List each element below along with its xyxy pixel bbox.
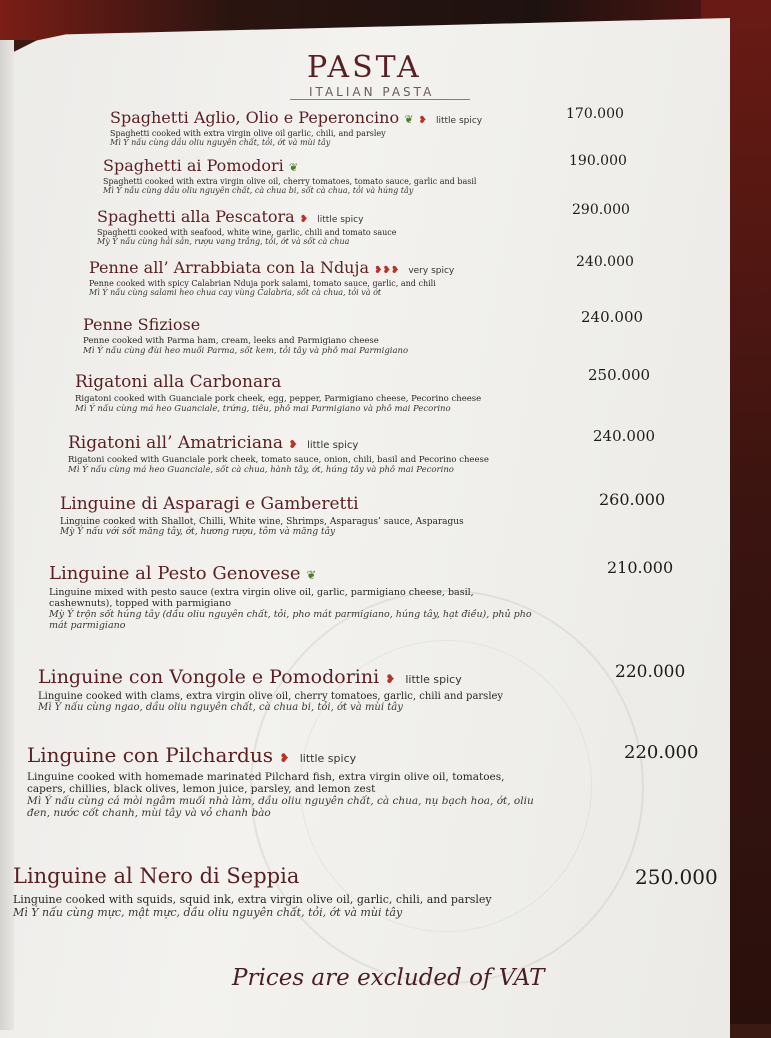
dish-price: 240.000 <box>576 254 634 270</box>
chili-icon: ❥ <box>299 214 309 225</box>
dish-description-vn-line2: mát parmigiano <box>49 620 126 631</box>
menu-item <box>49 563 532 631</box>
menu-item <box>89 258 454 297</box>
menu-item <box>38 666 503 713</box>
dish-description: Penne cooked with spicy Calabrian Nduja pork salami, tomato sauce, garlic, and chili <box>89 279 436 288</box>
dish-description: Spaghetti cooked with extra virgin olive oil, cherry tomatoes, tomato sauce, garlic and basil <box>103 177 477 186</box>
dish-description: Linguine cooked with Shallot, Chilli, White wine, Shrimps, Asparagus’ sauce, Asparagus <box>60 517 464 527</box>
spice-tag: little spicy <box>317 215 364 225</box>
dish-price: 240.000 <box>581 308 644 326</box>
menu-item <box>75 372 481 414</box>
dish-name: Linguine con Pilchardus <box>27 743 273 767</box>
dish-description: Penne cooked with Parma ham, cream, leeks and Parmigiano cheese <box>83 336 379 346</box>
dish-description-line2: capers, chillies, black olives, lemon juice, parsley, and lemon zest <box>27 783 376 795</box>
leaf-icon: ❦ <box>306 568 317 582</box>
dish-description-vn: Mì Ý nấu cùng dầu oliu nguyên chất, cà chua bi, sốt cà chua, tỏi và húng tây <box>103 186 414 195</box>
dish-price: 170.000 <box>566 106 624 122</box>
dish-description-vn: Mỳ Ý trộn sốt húng tây (dầu oliu nguyên chất, tỏi, pho mát parmigiano, húng tây, hạt điều), phủ pho <box>49 609 532 620</box>
dish-description-vn: Mì Ý nấu cùng dầu oliu nguyên chất, tỏi, ớt và mùi tây <box>110 138 331 147</box>
dish-description-vn-line2: đen, nước cốt chanh, mùi tây và vỏ chanh bào <box>27 807 271 819</box>
dish-description-line2: cashewnuts), topped with parmigiano <box>49 598 231 609</box>
dish-name: Penne all’ Arrabbiata con la Nduja <box>89 258 369 277</box>
title-divider <box>290 99 470 100</box>
dish-name: Linguine di Asparagi e Gamberetti <box>60 494 359 514</box>
dish-price: 220.000 <box>615 662 686 682</box>
menu-item <box>110 108 482 147</box>
spice-tag: little spicy <box>299 752 357 765</box>
dish-description-vn: Mì Ý nấu cùng mực, mật mực, dầu oliu nguyên chất, tỏi, ớt và mùi tây <box>13 906 403 919</box>
menu-fold <box>0 40 14 1030</box>
dish-description: Rigatoni cooked with Guanciale pork cheek, tomato sauce, onion, chili, basil and Pecorino cheese <box>68 455 489 465</box>
menu-item <box>68 433 489 475</box>
dish-name: Spaghetti Aglio, Olio e Peperoncino <box>110 108 400 127</box>
menu-item <box>60 494 464 537</box>
spice-tag: little spicy <box>405 673 462 686</box>
dish-price: 250.000 <box>588 366 651 384</box>
page-subtitle: ITALIAN PASTA <box>309 85 435 99</box>
dish-name: Linguine con Vongole e Pomodorini <box>38 666 380 688</box>
dish-description-vn: Mì Ý nấu cùng má heo Guanciale, sốt cà chua, hành tây, ớt, húng tây và phô mai Pecorino <box>68 465 454 475</box>
dish-name: Linguine al Nero di Seppia <box>13 864 300 888</box>
dish-description-vn: Mì Ý nấu cùng ngao, dầu oliu nguyên chất, cà chua bi, tỏi, ớt và mùi tây <box>38 702 403 713</box>
leaf-icon: ❦ <box>404 113 414 126</box>
chili-icon: ❥ <box>279 751 290 765</box>
dish-name: Linguine al Pesto Genovese <box>49 563 301 584</box>
dish-name: Rigatoni alla Carbonara <box>75 372 282 392</box>
spice-tag: little spicy <box>436 116 483 126</box>
dish-description-vn: Mỳ Ý nấu cùng hải sản, rượu vang trắng, tỏi, ớt và sốt cà chua <box>97 237 350 246</box>
dish-description-vn: Mì Ý nấu cùng salami heo chua cay vùng Calabria, sốt cà chua, tỏi và ớt <box>89 288 382 297</box>
chili-icon: ❥ <box>385 672 396 686</box>
dish-description: Spaghetti cooked with seafood, white wine, garlic, chili and tomato sauce <box>97 228 397 237</box>
menu-item <box>83 315 408 356</box>
dish-name: Rigatoni all’ Amatriciana <box>68 433 284 453</box>
leaf-icon: ❦ <box>288 161 299 174</box>
dish-name: Spaghetti alla Pescatora <box>97 207 295 226</box>
page-title: PASTA <box>307 50 422 85</box>
spice-tag: little spicy <box>307 440 359 451</box>
menu-item <box>27 743 534 819</box>
dish-description: Spaghetti cooked with extra virgin olive oil garlic, chili, and parsley <box>110 129 386 138</box>
dish-description-vn: Mỳ Ý nấu với sốt măng tây, ớt, hương rượu, tôm và măng tây <box>60 527 336 537</box>
dish-price: 260.000 <box>599 490 666 509</box>
dish-name: Penne Sfiziose <box>83 315 201 334</box>
vat-notice: Prices are excluded of VAT <box>232 965 545 991</box>
dish-description: Rigatoni cooked with Guanciale pork cheek, egg, pepper, Parmigiano cheese, Pecorino cheese <box>75 394 482 404</box>
chili-icon: ❥ <box>288 438 298 451</box>
dish-price: 240.000 <box>593 427 656 445</box>
chili-icon: ❥❥❥ <box>374 265 400 276</box>
spice-tag: very spicy <box>408 266 455 276</box>
dish-description-vn: Mì Ý nấu cùng má heo Guanciale, trứng, tiêu, phô mai Parmigiano và phô mai Pecorino <box>75 404 451 414</box>
chili-icon: ❥ <box>418 115 427 126</box>
dish-description: Linguine cooked with squids, squid ink, extra virgin olive oil, garlic, chili, and parsley <box>13 893 492 906</box>
dish-description: Linguine mixed with pesto sauce (extra virgin olive oil, garlic, parmigiano cheese, basil, <box>49 587 474 598</box>
dish-description-vn: Mì Ý nấu cùng cá mòi ngâm muối nhà làm, dầu oliu nguyên chất, cà chua, nụ bạch hoa, ớt, oliu <box>27 795 534 807</box>
dish-price: 290.000 <box>572 202 630 218</box>
dish-description: Linguine cooked with clams, extra virgin olive oil, cherry tomatoes, garlic, chili and parsley <box>38 691 504 702</box>
dish-price: 190.000 <box>569 153 627 169</box>
menu-item <box>13 864 492 919</box>
dish-description: Linguine cooked with homemade marinated Pilchard fish, extra virgin olive oil, tomatoes, <box>27 771 505 783</box>
dish-price: 210.000 <box>607 558 674 577</box>
dish-price: 220.000 <box>624 742 699 763</box>
menu-item <box>97 207 396 246</box>
dish-price: 250.000 <box>635 865 718 889</box>
dish-description-vn: Mì Ý nấu cùng đùi heo muối Parma, sốt kem, tỏi tây và phô mai Parmigiano <box>83 346 409 356</box>
dish-name: Spaghetti ai Pomodori <box>103 156 284 175</box>
menu-item <box>103 156 476 195</box>
